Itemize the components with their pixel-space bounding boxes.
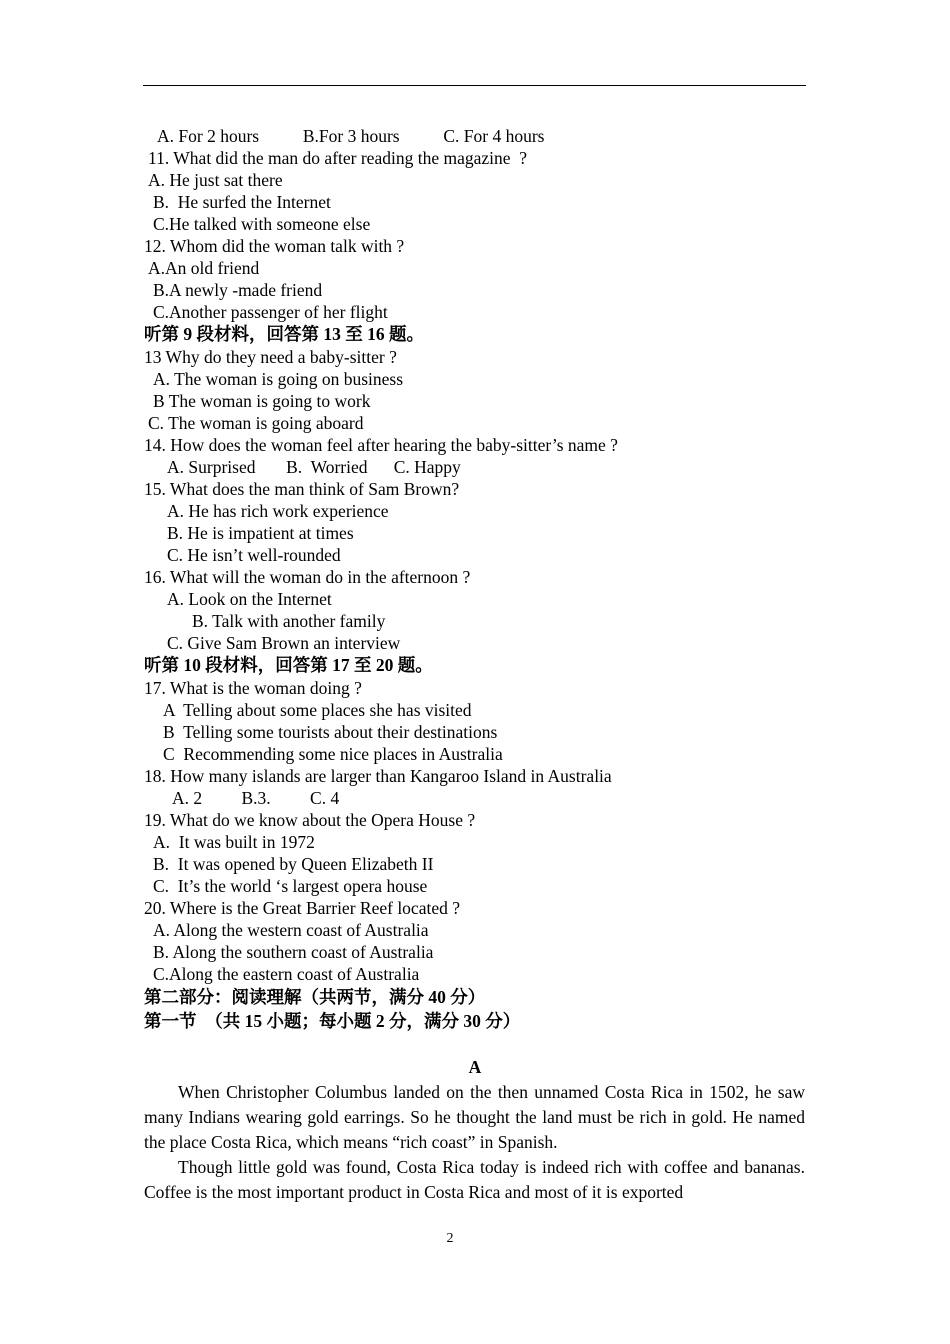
q13-option-b: B The woman is going to work: [153, 391, 371, 411]
section-heading-10: 听第 10 段材料，回答第 17 至 20 题。: [144, 655, 433, 675]
q18-options: A. 2 B.3. C. 4: [172, 788, 340, 808]
q11-option-a: A. He just sat there: [148, 170, 283, 190]
q17-question: 17. What is the woman doing ?: [144, 678, 362, 698]
q12-option-c: C.Another passenger of her flight: [153, 302, 388, 322]
q13-option-a: A. The woman is going on business: [153, 369, 404, 389]
q19-option-a: A. It was built in 1972: [153, 832, 315, 852]
q14-question: 14. How does the woman feel after hearing the baby-sitter’s name ?: [144, 435, 618, 455]
q15-option-b: B. He is impatient at times: [167, 523, 354, 543]
q20-option-a: A. Along the western coast of Australia: [153, 920, 429, 940]
q13-option-c: C. The woman is going aboard: [148, 413, 364, 433]
q11-question: 11. What did the man do after reading the magazine ?: [148, 148, 528, 168]
q15-option-c: C. He isn’t well-rounded: [167, 545, 341, 565]
q10-options: A. For 2 hours B.For 3 hours C. For 4 hours: [157, 126, 545, 146]
q17-option-b: B Telling some tourists about their destinations: [163, 722, 498, 742]
passage-paragraph-2: [144, 1155, 805, 1205]
part-two-heading: 第二部分：阅读理解（共两节，满分 40 分）: [144, 987, 486, 1007]
q18-question: 18. How many islands are larger than Kangaroo Island in Australia: [144, 766, 612, 786]
section-heading-9: 听第 9 段材料，回答第 13 至 16 题。: [144, 324, 424, 344]
q12-option-a: A.An old friend: [148, 258, 260, 278]
q12-option-b: B.A newly -made friend: [153, 280, 323, 300]
section-one-heading: 第一节 （共 15 小题；每小题 2 分，满分 30 分）: [144, 1011, 521, 1031]
passage-paragraph-1: [144, 1080, 805, 1155]
q17-option-a: A Telling about some places she has visited: [163, 700, 472, 720]
passage-paragraph-2-text: Though little gold was found, Costa Rica today is indeed rich with coffee and bananas. Coffee is the most important product in Costa Rica and most of it is exported: [144, 1157, 805, 1202]
q15-question: 15. What does the man think of Sam Brown?: [144, 479, 460, 499]
q20-option-c: C.Along the eastern coast of Australia: [153, 964, 420, 984]
q16-option-b: B. Talk with another family: [192, 611, 386, 631]
header-rule: [143, 85, 806, 86]
q16-question: 16. What will the woman do in the afternoon ?: [144, 567, 471, 587]
q12-question: 12. Whom did the woman talk with ?: [144, 236, 405, 256]
q11-option-b: B. He surfed the Internet: [153, 192, 331, 212]
q19-question: 19. What do we know about the Opera House ?: [144, 810, 476, 830]
q20-question: 20. Where is the Great Barrier Reef located ?: [144, 898, 460, 918]
q19-option-c: C. It’s the world ‘s largest opera house: [153, 876, 428, 896]
q19-option-b: B. It was opened by Queen Elizabeth II: [153, 854, 434, 874]
q20-option-b: B. Along the southern coast of Australia: [153, 942, 434, 962]
passage-paragraph-1-text: When Christopher Columbus landed on the then unnamed Costa Rica in 1502, he saw many Indians wearing gold earrings. So he thought the land must be rich in gold. He named the place Costa Rica, which means “rich coast” in Spanish.: [144, 1082, 805, 1152]
q16-option-a: A. Look on the Internet: [167, 589, 332, 609]
q15-option-a: A. He has rich work experience: [167, 501, 389, 521]
q17-option-c: C Recommending some nice places in Australia: [163, 744, 503, 764]
q13-question: 13 Why do they need a baby-sitter ?: [144, 347, 397, 367]
q11-option-c: C.He talked with someone else: [153, 214, 371, 234]
q14-options: A. Surprised B. Worried C. Happy: [167, 457, 461, 477]
page-number: 2: [446, 1231, 454, 1246]
q16-option-c: C. Give Sam Brown an interview: [167, 633, 401, 653]
passage-heading: A: [468, 1057, 482, 1077]
